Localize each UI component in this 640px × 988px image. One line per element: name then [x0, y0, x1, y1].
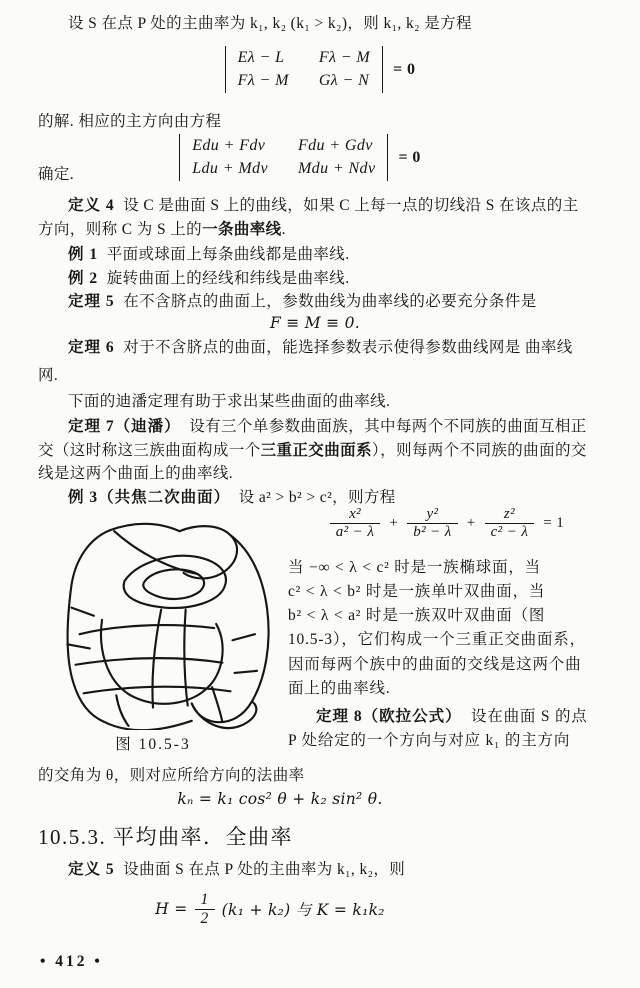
matrix-1 [225, 46, 383, 93]
example-2-text: 旋转曲面上的经线和纬线是曲率线. [106, 270, 350, 287]
euler-continuation: 的交角为 θ，则对应所给方向的法曲率 [38, 767, 305, 784]
theorem-5 [68, 292, 537, 311]
rightcol-line5: 因而每两个族中的曲面的交线是这两个曲 [288, 656, 582, 673]
section-number: 10.5.3. [38, 825, 107, 849]
definition-4-text2c: . [281, 221, 286, 238]
matrix1-rhs: = 0 [393, 60, 416, 78]
definition-4-term: 一条曲率线 [202, 221, 282, 238]
paragraph-confirm [38, 165, 74, 184]
fraction-one-half-den: 2 [195, 909, 215, 928]
matrix2-rhs: = 0 [398, 148, 421, 166]
rightcol-line6: 面上的曲率线. [288, 680, 391, 697]
plus-sign-2: + [466, 515, 476, 532]
figure-caption: 图 10.5-3 [115, 736, 191, 753]
paragraph-solution [38, 112, 221, 131]
matrix2-r1c1: Edu + Fdv [192, 137, 266, 154]
rightcol-line3: b² < λ < a² 时是一族双叶双曲面（图 [288, 607, 546, 624]
confocal-equation [282, 506, 612, 542]
confirm-text: 确定. [38, 166, 75, 183]
theorem-7-line2 [38, 441, 587, 460]
section-title: 平均曲率．全曲率 [113, 825, 293, 849]
matrix2-r2c2: Mdu + Ndv [297, 160, 376, 177]
intro-text: 设 S 在点 P 处的主曲率为 k₁, k₂ (k₁ > k₂)，则 k₁, k₂ 是方程 [68, 15, 472, 32]
section-heading [38, 824, 293, 850]
fraction-z-num: z² [503, 506, 515, 522]
hk-rhs: (k₁ + k₂) 与 K = k₁k₂ [221, 901, 385, 920]
definition-4-label: 定义 4 [68, 197, 115, 214]
rightcol-line2: c² < λ < b² 时是一族单叶双曲面，当 [288, 583, 546, 600]
theorem-7-line3: 线是这两个曲面上的曲率线. [38, 465, 234, 482]
matrix-2 [179, 134, 388, 181]
fraction-one-half [195, 891, 215, 928]
fraction-z [485, 506, 535, 542]
matrix1-r2c1: Fλ − M [237, 72, 289, 89]
theorem-7-label: 定理 7（迪潘） [68, 418, 181, 435]
matrix1-r1c1: Eλ − L [237, 49, 285, 66]
theorem-7-text1: 设有三个单参数曲面族，其中每两个不同族的曲面互相正 [189, 418, 587, 435]
theorem-7-term: 三重正交曲面系 [260, 442, 372, 459]
fraction-one-half-num: 1 [200, 891, 209, 908]
determinant-equation-2 [0, 134, 600, 181]
definition-4-line2 [38, 220, 286, 239]
example-2 [68, 269, 349, 288]
theorem-6-text1: 对于不含脐点的曲面，能选择参数表示使得参数曲线网是 曲率线 [123, 339, 573, 356]
definition-4-text1: 设 C 是曲面 S 上的曲线，如果 C 上每一点的切线沿 S 在该点的主 [123, 197, 579, 214]
theorem-5-formula: F ≡ M ≡ 0. [269, 314, 361, 332]
example-3-text: 设 a² > b² > c²，则方程 [238, 489, 396, 506]
theorem-6-line1 [68, 338, 573, 357]
fraction-y-den: b² − λ [407, 523, 458, 541]
example-3 [68, 488, 396, 507]
example-1 [68, 245, 349, 264]
example-1-label: 例 1 [68, 246, 99, 263]
matrix2-r2c1: Ldu + Mdv [192, 160, 268, 177]
definition-4-line1 [68, 196, 579, 215]
plus-sign-1: + [389, 515, 399, 532]
example-3-label: 例 3（共焦二次曲面） [68, 489, 231, 506]
definition-5-label: 定义 5 [68, 861, 115, 878]
theorem-5-text: 在不含脐点的曲面上，参数曲线为曲率线的必要充分条件是 [123, 293, 537, 310]
matrix2-r1c2: Fdu + Gdv [297, 137, 373, 154]
rightcol-line1: 当 −∞ < λ < c² 时是一族椭球面，当 [288, 559, 541, 576]
theorem-8-line1 [316, 707, 588, 726]
definition-5-text: 设曲面 S 在点 P 处的主曲率为 k₁, k₂，则 [123, 861, 406, 878]
matrix1-r1c2: Fλ − M [318, 49, 371, 66]
matrix1-r2c2: Gλ − N [318, 72, 370, 89]
example-2-label: 例 2 [68, 270, 99, 287]
determinant-equation-1 [0, 46, 640, 93]
theorem-8-line2: P 处给定的一个方向与对应 k₁ 的主方向 [288, 732, 571, 749]
fraction-x [330, 506, 381, 542]
page-number: • 412 • [40, 953, 103, 970]
rightcol-line4: 10.5-3），它们构成一个三重正交曲面系， [288, 631, 586, 648]
example-1-text: 平面或球面上每条曲线都是曲率线. [106, 246, 350, 263]
fraction-x-den: a² − λ [330, 523, 381, 541]
euler-formula: kₙ = k₁ cos² θ + k₂ sin² θ. [177, 790, 383, 808]
theorem-8-text1: 设在曲面 S 的点 [471, 708, 588, 725]
solution-text: 的解. 相应的主方向由方程 [38, 113, 222, 130]
mean-total-curvature-formula [0, 891, 540, 928]
theorem-6-line2: 网. [38, 367, 59, 384]
theorem-7-text2c: ），则每两个不同族的曲面的交 [371, 442, 587, 459]
fraction-z-den: c² − λ [485, 523, 535, 541]
dupin-intro: 下面的迪潘定理有助于求出某些曲面的曲率线. [68, 393, 391, 410]
theorem-7-line1 [68, 417, 587, 436]
paragraph-intro [68, 14, 472, 33]
theorem-5-label: 定理 5 [68, 293, 115, 310]
equation-rhs: = 1 [543, 515, 565, 532]
definition-4-text2a: 方向，则称 C 为 S 上的 [38, 221, 203, 238]
fraction-x-num: x² [349, 506, 362, 522]
figure-10-5-3-confocal-quadrics [30, 522, 276, 730]
theorem-7-text2a: 交（这时称这三族曲面构成一个 [38, 442, 261, 459]
theorem-6-label: 定理 6 [68, 339, 115, 356]
fraction-y-num: y² [426, 506, 439, 522]
definition-5 [68, 860, 405, 879]
fraction-y [407, 506, 458, 542]
theorem-8-label: 定理 8（欧拉公式） [316, 708, 462, 725]
hk-lhs: H = [155, 900, 188, 919]
